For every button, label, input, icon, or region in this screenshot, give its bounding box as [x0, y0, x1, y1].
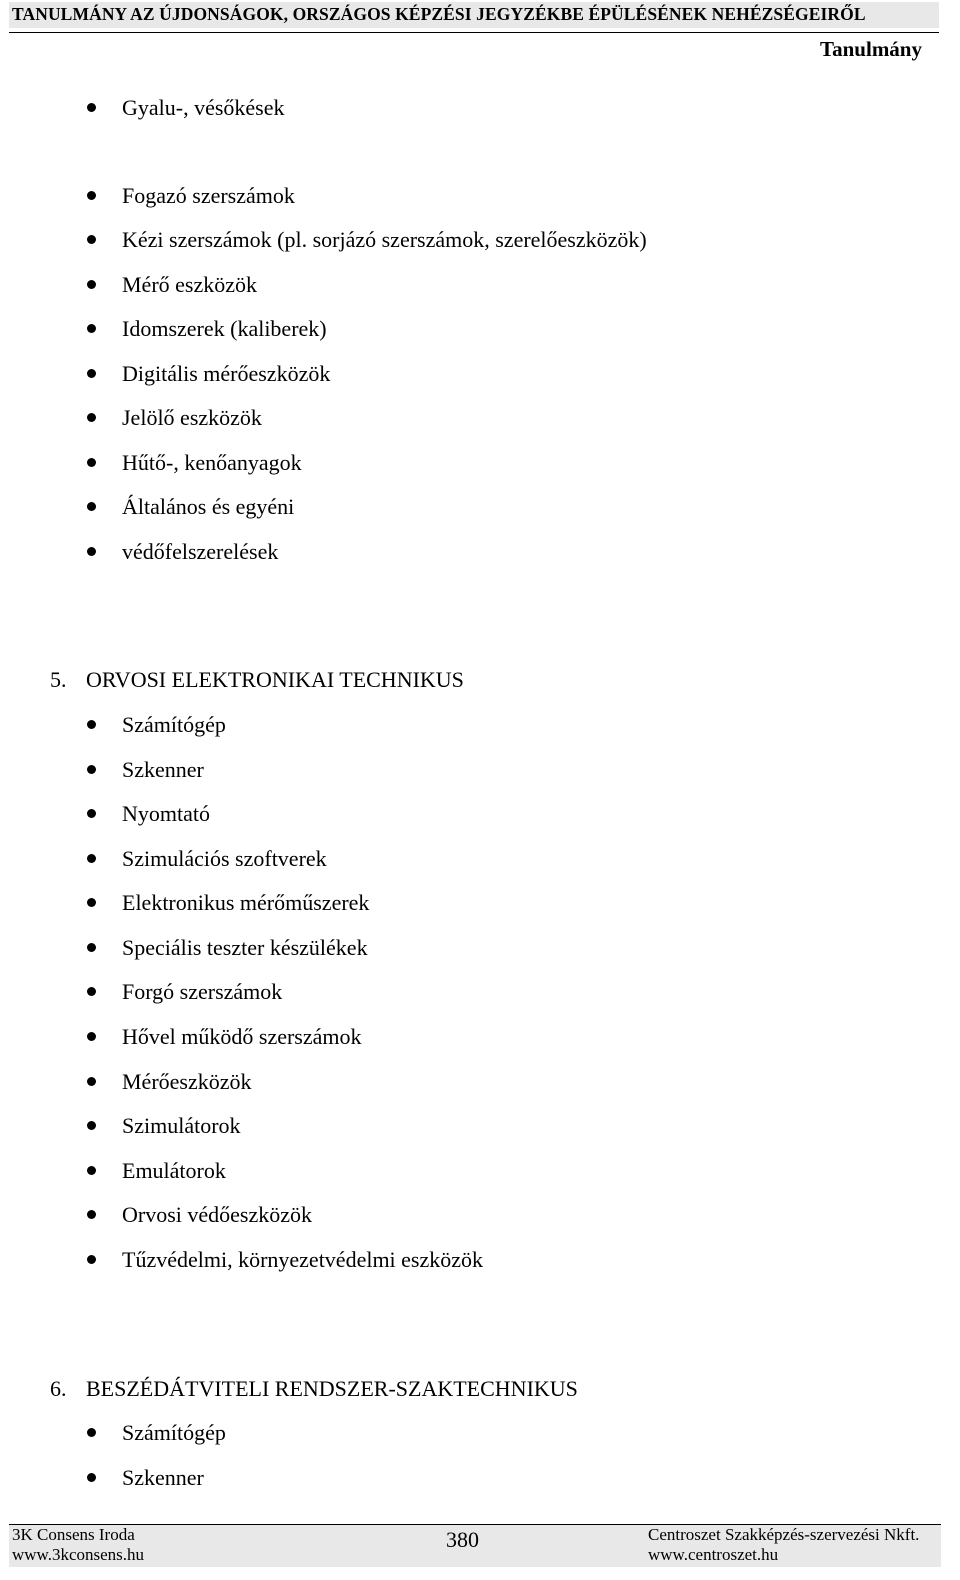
bullet-icon: [87, 235, 96, 244]
section-heading-5: [50, 666, 464, 694]
bullet-icon: [87, 898, 96, 907]
footer-org-name: Centroszet Szakképzés-szervezési Nkft.: [648, 1525, 920, 1544]
bullet-icon: [87, 809, 96, 818]
section-number: 6.: [50, 1376, 67, 1401]
document-title: TANULMÁNY AZ ÚJDONSÁGOK, ORSZÁGOS KÉPZÉSI JEGYZÉKBE ÉPÜLÉSÉNEK NEHÉZSÉGEIRŐL: [12, 4, 866, 24]
section-number: 5.: [50, 667, 67, 692]
bullet-icon: [87, 369, 96, 378]
bullet-icon: [87, 280, 96, 289]
bullet-icon: [87, 502, 96, 511]
bullet-icon: [87, 854, 96, 863]
bullet-icon: [87, 1210, 96, 1219]
document-type-label: Tanulmány: [820, 37, 922, 61]
page-number: 380: [446, 1527, 479, 1552]
bullet-icon: [87, 1255, 96, 1264]
footer-org-name: 3K Consens Iroda: [12, 1525, 135, 1544]
bullet-icon: [87, 547, 96, 556]
footer-org-url: www.3kconsens.hu: [12, 1545, 145, 1564]
section-heading-6: [50, 1375, 578, 1403]
footer-left-org: [12, 1525, 144, 1565]
bullet-icon: [87, 1121, 96, 1130]
bullet-icon: [87, 413, 96, 422]
bullet-icon: [87, 191, 96, 200]
bullet-icon: [87, 1032, 96, 1041]
bullet-icon: [87, 1473, 96, 1482]
bullet-icon: [87, 103, 96, 112]
section-title: BESZÉDÁTVITELI RENDSZER-SZAKTECHNIKUS: [86, 1376, 578, 1401]
footer-right-org: [648, 1525, 919, 1565]
section-title: ORVOSI ELEKTRONIKAI TECHNIKUS: [86, 667, 464, 692]
bullet-icon: [87, 1166, 96, 1175]
bullet-icon: [87, 324, 96, 333]
bullet-icon: [87, 720, 96, 729]
footer-org-url: www.centroszet.hu: [648, 1545, 779, 1564]
bullet-icon: [87, 1428, 96, 1437]
bullet-icon: [87, 765, 96, 774]
bullet-icon: [87, 458, 96, 467]
bullet-icon: [87, 1077, 96, 1086]
bullet-icon: [87, 987, 96, 996]
header-divider: [9, 32, 939, 33]
bullet-icon: [87, 943, 96, 952]
